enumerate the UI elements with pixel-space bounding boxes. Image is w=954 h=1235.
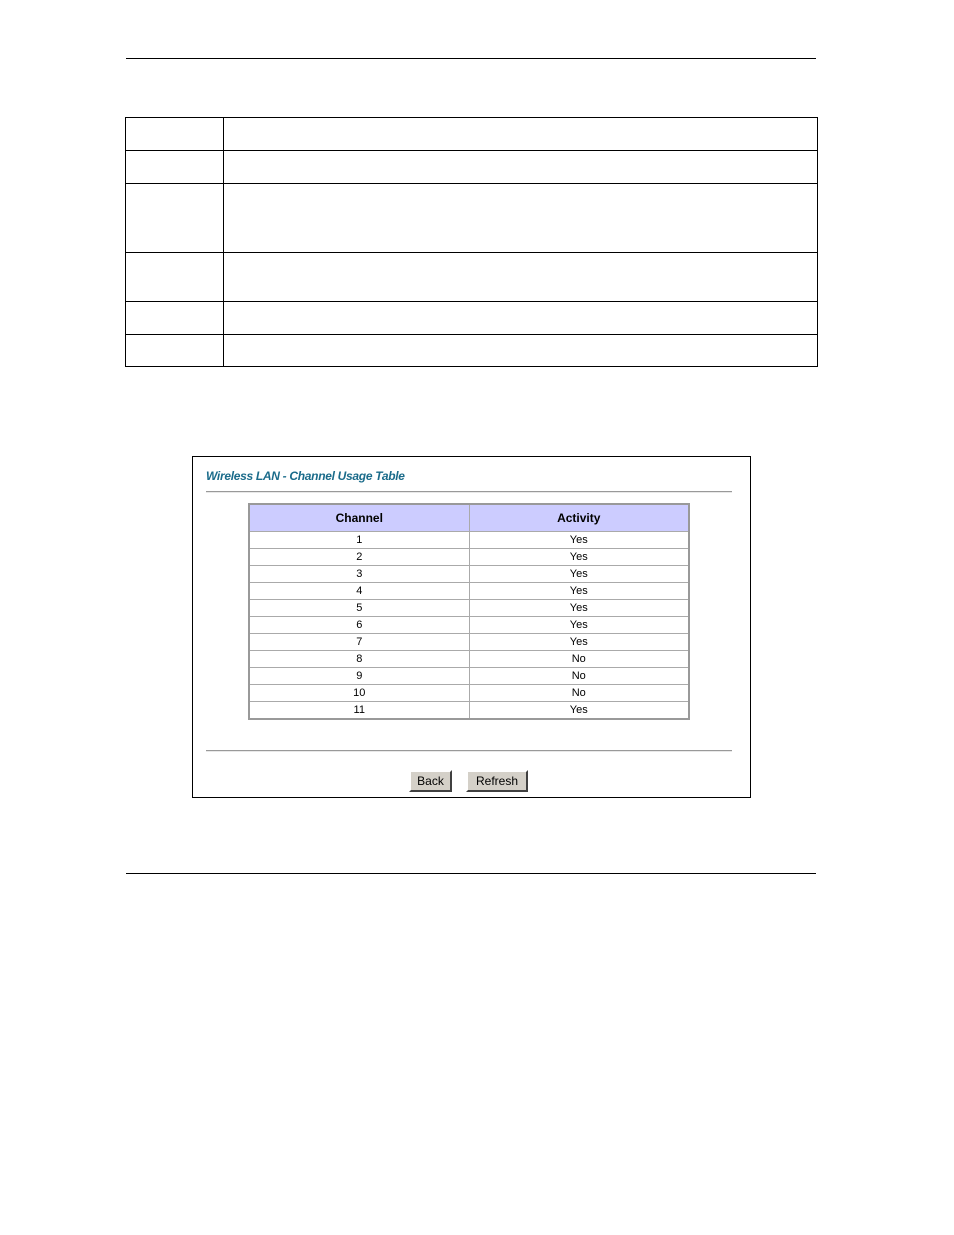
refresh-button[interactable]: Refresh: [466, 770, 528, 792]
channel-cell: 5: [249, 600, 469, 617]
channel-cell: 3: [249, 566, 469, 583]
header-rule: [126, 58, 816, 59]
back-button[interactable]: Back: [409, 770, 452, 792]
channel-cell: 2: [249, 549, 469, 566]
reference-row: [126, 184, 818, 253]
channel-cell: 11: [249, 702, 469, 720]
table-row: [249, 532, 689, 549]
table-row: [249, 617, 689, 634]
table-row: [249, 651, 689, 668]
channel-cell: 9: [249, 668, 469, 685]
activity-cell: Yes: [469, 600, 689, 617]
activity-cell: Yes: [469, 532, 689, 549]
table-row: [249, 566, 689, 583]
channel-cell: 8: [249, 651, 469, 668]
activity-cell: No: [469, 685, 689, 702]
footer-rule: [126, 873, 816, 874]
panel-title: Wireless LAN - Channel Usage Table: [206, 469, 405, 483]
activity-cell: No: [469, 651, 689, 668]
activity-cell: Yes: [469, 583, 689, 600]
channel-usage-panel: [192, 456, 751, 798]
panel-divider: [206, 491, 732, 493]
table-row: [249, 668, 689, 685]
activity-column-header: Activity: [469, 504, 689, 532]
channel-cell: 7: [249, 634, 469, 651]
table-row: [249, 549, 689, 566]
activity-cell: No: [469, 668, 689, 685]
reference-row: [126, 253, 818, 302]
channel-cell: 6: [249, 617, 469, 634]
activity-cell: Yes: [469, 634, 689, 651]
table-row: [249, 600, 689, 617]
activity-cell: Yes: [469, 566, 689, 583]
channel-usage-table: [248, 503, 690, 720]
panel-divider: [206, 750, 732, 752]
activity-cell: Yes: [469, 617, 689, 634]
table-row: [249, 583, 689, 600]
table-header-row: [249, 504, 689, 532]
table-row: [249, 702, 689, 720]
activity-cell: Yes: [469, 702, 689, 720]
channel-cell: 4: [249, 583, 469, 600]
reference-row: [126, 335, 818, 367]
reference-row: [126, 151, 818, 184]
channel-cell: 1: [249, 532, 469, 549]
reference-row: [126, 118, 818, 151]
table-row: [249, 685, 689, 702]
channel-column-header: Channel: [249, 504, 469, 532]
activity-cell: Yes: [469, 549, 689, 566]
channel-cell: 10: [249, 685, 469, 702]
reference-row: [126, 302, 818, 335]
table-row: [249, 634, 689, 651]
reference-table: [125, 117, 818, 367]
channel-table-body: [249, 532, 689, 720]
